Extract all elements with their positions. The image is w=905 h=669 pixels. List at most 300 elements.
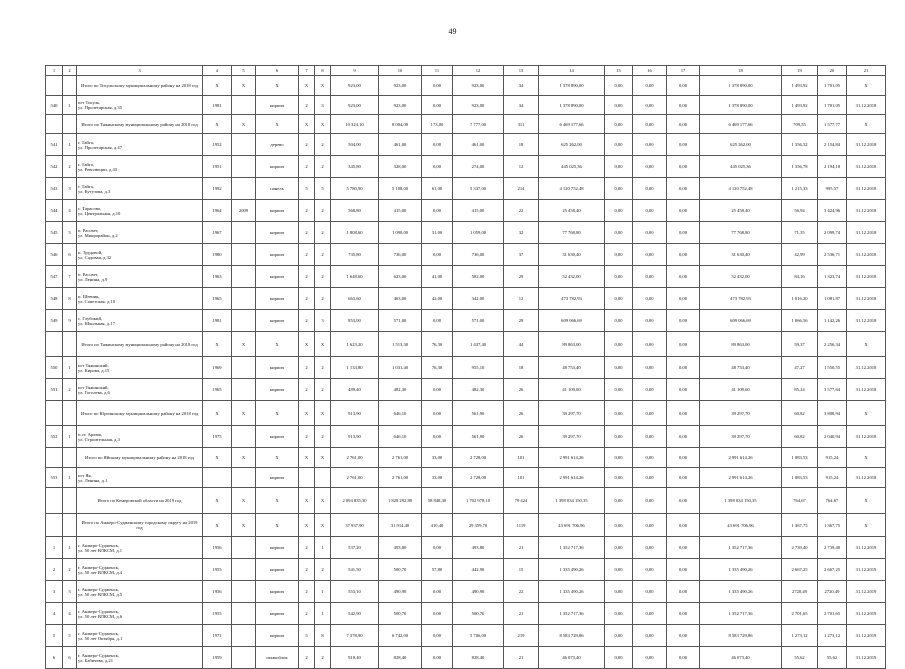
value-cell: 0,00 xyxy=(633,625,667,647)
value-cell: 0,00 xyxy=(667,514,700,537)
value-cell: 1 323,74 xyxy=(818,266,847,288)
value-cell: 1964 xyxy=(203,200,232,222)
value-cell: 31.12.2019 xyxy=(847,581,886,603)
address-cell xyxy=(77,357,203,379)
address-line: г. Анжеро-Судженск, xyxy=(78,586,120,592)
column-number: 13 xyxy=(504,66,539,76)
value-cell: 1 367,75 xyxy=(782,514,818,537)
value-cell: X xyxy=(232,488,256,514)
value-cell: 0,00 xyxy=(422,244,453,266)
table-row xyxy=(46,134,886,156)
value-cell: 923,00 xyxy=(379,76,422,96)
column-number: 1 xyxy=(46,66,63,76)
value-cell: 913,90 xyxy=(331,401,379,426)
value-cell: 0,00 xyxy=(633,357,667,379)
value-cell: 0,00 xyxy=(605,310,633,332)
value-cell: 1 059,00 xyxy=(453,222,504,244)
address-line: г. Анжеро-Судженск, xyxy=(78,542,120,548)
value-cell: 214 xyxy=(504,178,539,200)
value-cell: 2 xyxy=(315,357,331,379)
value-cell xyxy=(232,288,256,310)
address-line: ул. Школьная, д.17 xyxy=(78,320,115,326)
address-cell xyxy=(77,603,203,625)
address-line: ул. 50 лет ВЛКСМ, д.5 xyxy=(78,591,123,597)
table-row xyxy=(46,222,886,244)
value-cell: 0,00 xyxy=(667,603,700,625)
value-cell: 0,00 xyxy=(605,448,633,468)
value-cell: 1 378 890,00 xyxy=(700,76,782,96)
value-cell: 0,00 xyxy=(667,96,700,115)
value-cell: 12 xyxy=(504,156,539,178)
value-cell: 31.12.2018 xyxy=(847,468,886,488)
value-cell: 0,00 xyxy=(667,357,700,379)
value-cell: 442,90 xyxy=(453,559,504,581)
value-cell: 2 xyxy=(299,134,315,156)
value-cell: X xyxy=(299,332,315,357)
value-cell: 2 xyxy=(315,244,331,266)
value-cell: 445 025,36 xyxy=(700,156,782,178)
value-cell: 0,00 xyxy=(667,200,700,222)
value-cell: 0,00 xyxy=(605,222,633,244)
value-cell: 0,00 xyxy=(605,288,633,310)
value-cell: 5 xyxy=(299,625,315,647)
value-cell: 48 753,40 xyxy=(700,357,782,379)
value-cell: X xyxy=(299,76,315,96)
value-cell: 41,00 xyxy=(422,266,453,288)
column-number: 11 xyxy=(422,66,453,76)
value-cell: 274,00 xyxy=(453,156,504,178)
column-number: 2 xyxy=(63,66,77,76)
value-cell: 625 262,00 xyxy=(539,134,605,156)
value-cell: 2 xyxy=(299,288,315,310)
row-index: 3 xyxy=(63,178,77,200)
value-cell: 1956 xyxy=(203,537,232,559)
value-cell: X xyxy=(256,76,299,96)
value-cell: 1981 xyxy=(203,96,232,115)
row-index: 2 xyxy=(63,156,77,178)
value-cell: 1971 xyxy=(203,625,232,647)
empty-cell xyxy=(63,401,77,426)
value-cell: 31.12.2019 xyxy=(847,559,886,581)
value-cell: 219 xyxy=(504,625,539,647)
value-cell: 31.12.2018 xyxy=(847,357,886,379)
value-cell: 10 324,10 xyxy=(331,115,379,134)
value-cell: 2 991 614,26 xyxy=(539,468,605,488)
value-cell: 2 xyxy=(299,244,315,266)
value-cell: X xyxy=(203,448,232,468)
table-row xyxy=(46,647,886,669)
value-cell: 61,00 xyxy=(422,178,453,200)
value-cell: 0,00 xyxy=(667,156,700,178)
value-cell: 39 297,70 xyxy=(700,426,782,448)
value-cell: 2 xyxy=(299,603,315,625)
column-number: 20 xyxy=(818,66,847,76)
value-cell: 828,40 xyxy=(453,647,504,669)
value-cell: кирпич xyxy=(256,603,299,625)
row-index: 1 xyxy=(63,357,77,379)
value-cell: 0,00 xyxy=(605,96,633,115)
column-number: 12 xyxy=(453,66,504,76)
value-cell: 31.12.2018 xyxy=(847,156,886,178)
value-cell: 0,00 xyxy=(633,115,667,134)
total-row xyxy=(46,332,886,357)
value-cell: 2 761,00 xyxy=(331,468,379,488)
address-cell xyxy=(77,537,203,559)
value-cell: 0,00 xyxy=(667,288,700,310)
value-cell: 923,00 xyxy=(379,96,422,115)
value-cell: X xyxy=(203,401,232,426)
value-cell: 48 753,40 xyxy=(539,357,605,379)
value-cell: 0,00 xyxy=(633,156,667,178)
value-cell: кирпич xyxy=(256,537,299,559)
value-cell: 31.12.2018 xyxy=(847,134,886,156)
value-cell xyxy=(232,625,256,647)
value-cell: 1959 xyxy=(203,647,232,669)
value-cell: дерево xyxy=(256,134,299,156)
value-cell: 609 066,69 xyxy=(539,310,605,332)
value-cell: 2 991 614,26 xyxy=(700,448,782,468)
table-row xyxy=(46,537,886,559)
value-cell: 6 742,00 xyxy=(379,625,422,647)
value-cell: 1 828 292,80 xyxy=(379,488,422,514)
value-cell: 31.12.2019 xyxy=(847,647,886,669)
value-cell: X xyxy=(315,115,331,134)
value-cell: 0,00 xyxy=(605,647,633,669)
value-cell: 0,00 xyxy=(605,115,633,134)
value-cell: 1963 xyxy=(203,266,232,288)
row-index: 6 xyxy=(63,244,77,266)
value-cell: 2 xyxy=(299,96,315,115)
value-cell: 1 493,92 xyxy=(782,76,818,96)
value-cell: 101 xyxy=(504,468,539,488)
value-cell: 0,00 xyxy=(667,115,700,134)
value-cell xyxy=(232,178,256,200)
value-cell: 553,10 xyxy=(331,581,379,603)
value-cell: 0,00 xyxy=(605,134,633,156)
value-cell: 44 xyxy=(504,332,539,357)
value-cell: 31.12.2018 xyxy=(847,244,886,266)
value-cell: 542,90 xyxy=(331,603,379,625)
value-cell: 853,00 xyxy=(331,310,379,332)
value-cell: кирпич xyxy=(256,357,299,379)
value-cell: кирпич xyxy=(256,310,299,332)
value-cell: 0,00 xyxy=(633,134,667,156)
value-cell: 85,24 xyxy=(782,379,818,401)
value-cell: 473 782,93 xyxy=(700,288,782,310)
value-cell: 1975 xyxy=(203,426,232,448)
value-cell: 1 142,26 xyxy=(818,310,847,332)
value-cell: 2 761,00 xyxy=(379,468,422,488)
value-cell: 500,70 xyxy=(379,559,422,581)
table-row xyxy=(46,581,886,603)
value-cell xyxy=(232,244,256,266)
value-cell: 41 109,60 xyxy=(700,379,782,401)
empty-cell xyxy=(63,514,77,537)
value-cell: 2720,49 xyxy=(782,581,818,603)
address-cell xyxy=(77,647,203,669)
value-cell: 1 xyxy=(315,603,331,625)
value-cell: 571,00 xyxy=(453,310,504,332)
value-cell: 12 xyxy=(504,288,539,310)
row-number: 545 xyxy=(46,222,63,244)
value-cell: 490,90 xyxy=(453,581,504,603)
value-cell: 8 583 729,86 xyxy=(539,625,605,647)
address-line: п. Рассвет, xyxy=(78,271,99,277)
row-number: 1 xyxy=(46,537,63,559)
value-cell: 0,00 xyxy=(633,266,667,288)
address-cell xyxy=(77,581,203,603)
value-cell: 2 099,74 xyxy=(818,222,847,244)
value-cell: 0,00 xyxy=(667,647,700,669)
value-cell: 31.12.2019 xyxy=(847,603,886,625)
value-cell: 0,00 xyxy=(605,559,633,581)
empty-cell xyxy=(46,488,63,514)
value-cell: 173,00 xyxy=(422,115,453,134)
empty-cell xyxy=(46,514,63,537)
row-index: 5 xyxy=(63,625,77,647)
value-cell: 89 863,00 xyxy=(700,332,782,357)
row-index: 3 xyxy=(63,581,77,603)
value-cell: X xyxy=(299,448,315,468)
value-cell: кирпич xyxy=(256,559,299,581)
value-cell xyxy=(232,310,256,332)
total-label: Итого по Кемеровской области на 2019 год xyxy=(77,488,203,514)
address-line: ул. 50 лет ВЛКСМ, д.4 xyxy=(78,569,123,575)
address-line: ул. Микрорайон, д.2 xyxy=(78,232,118,238)
value-cell: X xyxy=(315,401,331,426)
value-cell: 0,00 xyxy=(422,625,453,647)
address-line: пгт Тяжинский, xyxy=(78,384,109,390)
value-cell: 2720,49 xyxy=(818,581,847,603)
value-cell: 415,00 xyxy=(379,200,422,222)
value-cell: 2 xyxy=(315,559,331,581)
value-cell: кирпич xyxy=(256,200,299,222)
address-line: ул. Гоголева, д.6 xyxy=(78,389,110,395)
value-cell: 0,00 xyxy=(605,401,633,426)
column-number: 16 xyxy=(633,66,667,76)
value-cell: кирпич xyxy=(256,379,299,401)
value-cell: 31 630,40 xyxy=(700,244,782,266)
value-cell: 2 040,94 xyxy=(818,426,847,448)
value-cell: 1952 xyxy=(203,134,232,156)
value-cell xyxy=(232,468,256,488)
value-cell: 0,00 xyxy=(633,401,667,426)
value-cell: X xyxy=(232,514,256,537)
value-cell: 37 xyxy=(504,244,539,266)
value-cell: 1 352 717,36 xyxy=(700,603,782,625)
total-row xyxy=(46,488,886,514)
value-cell: 2 xyxy=(299,266,315,288)
value-cell: 60,82 xyxy=(782,426,818,448)
value-cell: 0,00 xyxy=(605,488,633,514)
value-cell: 2 667,25 xyxy=(818,559,847,581)
table-row xyxy=(46,625,886,647)
address-cell xyxy=(77,310,203,332)
value-cell: 0,00 xyxy=(605,200,633,222)
address-line: с. Тарасово, xyxy=(78,205,102,211)
value-cell: 77 768,80 xyxy=(539,222,605,244)
value-cell: 2 xyxy=(299,310,315,332)
empty-cell xyxy=(63,488,77,514)
value-cell: 328,00 xyxy=(379,156,422,178)
row-number: 548 xyxy=(46,288,63,310)
value-cell: 31,00 xyxy=(422,222,453,244)
value-cell: 923,00 xyxy=(331,76,379,96)
value-cell: 0,00 xyxy=(633,96,667,115)
value-cell: X xyxy=(203,332,232,357)
value-cell: 0,00 xyxy=(605,514,633,537)
value-cell: 923,00 xyxy=(453,96,504,115)
value-cell: 561,90 xyxy=(453,426,504,448)
value-cell: 7 378,90 xyxy=(331,625,379,647)
column-number: 17 xyxy=(667,66,700,76)
value-cell xyxy=(232,581,256,603)
value-cell: 8 004,00 xyxy=(379,115,422,134)
value-cell: 2 xyxy=(315,647,331,669)
value-cell: 2 728,00 xyxy=(453,448,504,468)
value-cell: 2 xyxy=(315,222,331,244)
row-index: 1 xyxy=(63,426,77,448)
column-number: 9 xyxy=(331,66,379,76)
value-cell: 571,00 xyxy=(379,310,422,332)
value-cell: 32 xyxy=(504,222,539,244)
value-cell: X xyxy=(256,115,299,134)
value-cell: 0,00 xyxy=(633,244,667,266)
value-cell: 29 359,70 xyxy=(453,514,504,537)
column-number: 18 xyxy=(700,66,782,76)
empty-cell xyxy=(63,76,77,96)
value-cell: 1 808,60 xyxy=(331,222,379,244)
value-cell: 0,00 xyxy=(605,603,633,625)
value-cell: 0,00 xyxy=(633,603,667,625)
value-cell: 646,10 xyxy=(379,426,422,448)
value-cell: 1 083,53 xyxy=(782,448,818,468)
address-cell xyxy=(77,266,203,288)
value-cell: 482,30 xyxy=(379,379,422,401)
value-cell xyxy=(315,468,331,488)
value-cell: 0,00 xyxy=(633,178,667,200)
row-number: 2 xyxy=(46,559,63,581)
address-line: ул. Революции, д.43 xyxy=(78,166,118,172)
address-line: г. Анжеро-Судженск, xyxy=(78,630,120,636)
value-cell: 473 782,93 xyxy=(539,288,605,310)
value-cell xyxy=(232,222,256,244)
value-cell: 31.12.2018 xyxy=(847,310,886,332)
value-cell: 489,40 xyxy=(331,379,379,401)
value-cell xyxy=(232,603,256,625)
value-cell: 2 xyxy=(299,559,315,581)
address-line: ул. Центральная, д.10 xyxy=(78,210,121,216)
value-cell: 31.12.2018 xyxy=(847,200,886,222)
value-cell: 26 xyxy=(504,379,539,401)
value-cell: 2 xyxy=(299,537,315,559)
value-cell: 1 083,53 xyxy=(782,468,818,488)
value-cell: 2 xyxy=(299,647,315,669)
address-line: г. Анжеро-Судженск, xyxy=(78,652,120,658)
value-cell: 2 xyxy=(299,357,315,379)
value-cell: 345,80 xyxy=(331,156,379,178)
value-cell: 101 xyxy=(504,448,539,468)
value-cell: 0,00 xyxy=(633,468,667,488)
value-cell: 1955 xyxy=(203,603,232,625)
row-index: 6 xyxy=(63,647,77,669)
value-cell: 0,00 xyxy=(422,76,453,96)
address-line: п.ст. Арлюк, xyxy=(78,431,103,437)
row-number: 543 xyxy=(46,178,63,200)
value-cell xyxy=(232,357,256,379)
housing-program-table xyxy=(45,65,886,669)
value-cell: 1 398 034 150,35 xyxy=(700,488,782,514)
value-cell: 1 356,32 xyxy=(782,134,818,156)
table-row xyxy=(46,178,886,200)
value-cell xyxy=(232,134,256,156)
value-cell: 828,40 xyxy=(379,647,422,669)
address-cell xyxy=(77,200,203,222)
value-cell: 0,00 xyxy=(605,581,633,603)
value-cell: 0,00 xyxy=(605,426,633,448)
address-cell xyxy=(77,625,203,647)
value-cell: 1 648,60 xyxy=(331,266,379,288)
value-cell: кирпич xyxy=(256,244,299,266)
table-row xyxy=(46,468,886,488)
value-cell: 2 xyxy=(299,222,315,244)
value-cell: 8 583 729,86 xyxy=(700,625,782,647)
value-cell: 39 297,70 xyxy=(539,401,605,426)
address-line: ул. 50 лет ВЛКСМ, д.6 xyxy=(78,613,123,619)
column-number: 19 xyxy=(782,66,818,76)
value-cell: 1980 xyxy=(203,244,232,266)
value-cell: 2 xyxy=(315,426,331,448)
row-index: 8 xyxy=(63,288,77,310)
table-row xyxy=(46,288,886,310)
value-cell: 2 761,00 xyxy=(379,448,422,468)
total-row xyxy=(46,448,886,468)
value-cell xyxy=(232,156,256,178)
value-cell: 1 352 717,36 xyxy=(539,537,605,559)
value-cell: 2 xyxy=(299,200,315,222)
address-cell xyxy=(77,426,203,448)
value-cell: 2 xyxy=(315,379,331,401)
address-line: ул. 50 лет Октября, д.1 xyxy=(78,635,123,641)
value-cell: 1 xyxy=(315,581,331,603)
value-cell: 500,70 xyxy=(379,603,422,625)
value-cell: X xyxy=(847,514,886,537)
value-cell: 923,00 xyxy=(331,96,379,115)
value-cell: 0,00 xyxy=(633,379,667,401)
value-cell: 1981 xyxy=(203,310,232,332)
address-cell xyxy=(77,156,203,178)
value-cell: 60,82 xyxy=(782,401,818,426)
value-cell: 43 691 706,96 xyxy=(539,514,605,537)
value-cell: 0,00 xyxy=(667,448,700,468)
address-line: г. Тайга, xyxy=(78,139,94,145)
empty-cell xyxy=(46,76,63,96)
value-cell: 1 066,56 xyxy=(782,310,818,332)
value-cell: 0,00 xyxy=(667,266,700,288)
value-cell: 42,99 xyxy=(782,244,818,266)
column-number: 4 xyxy=(203,66,232,76)
value-cell: X xyxy=(232,76,256,96)
value-cell xyxy=(232,426,256,448)
value-cell: 709,55 xyxy=(782,115,818,134)
value-cell: 0,00 xyxy=(422,647,453,669)
value-cell: 311 xyxy=(504,115,539,134)
value-cell: X xyxy=(315,448,331,468)
value-cell: 0,00 xyxy=(605,625,633,647)
value-cell: 1 133,80 xyxy=(331,357,379,379)
value-cell: 42,00 xyxy=(422,288,453,310)
value-cell: 1 378 890,00 xyxy=(539,96,605,115)
